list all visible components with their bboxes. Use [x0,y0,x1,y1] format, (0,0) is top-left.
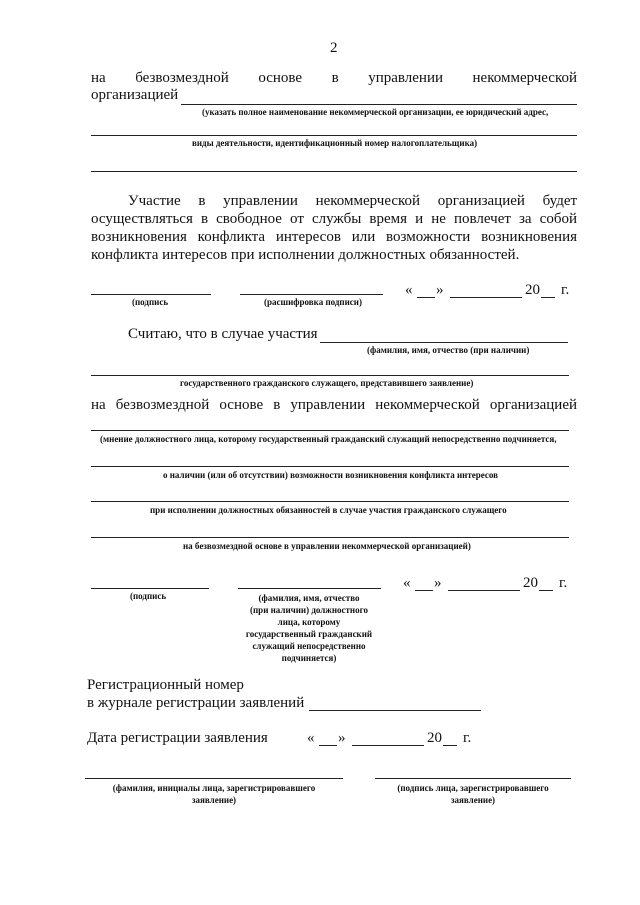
date-month-field[interactable] [450,297,522,298]
caption-servant: государственного гражданского служащего, представившего заявление) [180,378,474,388]
caption-opinion-1: (мнение должностного лица, которому государственный гражданский служащий непосредственно подчиняется, [100,434,557,444]
date2-year-prefix: 20 [523,575,538,591]
date2-year-suffix: г. [559,575,568,591]
page-number: 2 [330,40,338,56]
reg-date-day-field[interactable] [319,745,337,746]
paragraph-line-3: возникновения конфликта интересов или возможности возникновения [91,229,578,245]
official-signature-caption: (подпись [130,591,167,601]
paragraph-line-4: конфликта интересов при исполнении должностных обязанностей. [91,247,520,263]
registration-date-label: Дата регистрации заявления [87,730,268,746]
official-signature-field[interactable] [91,588,209,589]
registrar-signature-caption: (подпись лица, зарегистрировавшего заявление) [397,783,549,805]
registrar-signature-field[interactable] [375,778,571,779]
date2-day-field[interactable] [415,590,433,591]
opinion-field-3[interactable] [91,501,569,502]
org-activity-field[interactable] [91,135,577,136]
opinion-lead: Считаю, что в случае участия [128,326,318,342]
date2-month-field[interactable] [448,590,520,591]
date2-open-quote: « [403,575,411,591]
signature-field[interactable] [91,294,211,295]
date2-year-field[interactable] [539,590,553,591]
date-close-quote: » [436,282,444,298]
opinion-field-1[interactable] [91,430,569,431]
servant-fio-field[interactable] [320,342,568,343]
reg-date-open-quote: « [307,730,315,746]
date-year-prefix: 20 [525,282,540,298]
signature-caption: (подпись [132,297,169,307]
reg-date-year-field[interactable] [443,745,457,746]
intro-line-1: на безвозмездной основе в управлении некоммерческой [91,70,578,86]
reg-date-year-suffix: г. [463,730,472,746]
paragraph-line-2: осуществляться в свободное от службы время и не повлечет за собой [91,211,577,227]
org-extra-field[interactable] [91,171,577,172]
date-year-field[interactable] [541,297,555,298]
registrar-name-caption: (фамилия, инициалы лица, зарегистрировавшего заявление) [112,783,316,805]
servant-position-field[interactable] [91,375,569,376]
caption-org-activity: виды деятельности, идентификационный номер налогоплательщика) [192,138,478,148]
reg-date-month-field[interactable] [352,745,424,746]
official-fio-field[interactable] [238,588,381,589]
official-fio-caption: (фамилия, имя, отчество (при наличии) должностного лица, которому государственный гражданский служащий непосредственно подчиняется) [245,593,373,663]
caption-opinion-3: при исполнении должностных обязанностей в случае участия гражданского служащего [150,505,507,515]
registrar-name-field[interactable] [85,778,343,779]
registration-number-label: Регистрационный номер [87,677,244,693]
caption-opinion-4: на безвозмездной основе в управлении некоммерческой организацией) [183,541,471,551]
date-year-suffix: г. [561,282,570,298]
opinion-basis-line: на безвозмездной основе в управлении некоммерческой организацией [91,397,578,413]
reg-date-year-prefix: 20 [427,730,442,746]
caption-opinion-2: о наличии (или об отсутствии) возможности возникновения конфликта интересов [163,470,498,480]
date-open-quote: « [405,282,413,298]
intro-line-2: организацией [91,87,179,103]
paragraph-line-1: Участие в управлении некоммерческой организацией будет [128,193,578,209]
decoding-caption: (расшифровка подписи) [264,297,362,307]
date-day-field[interactable] [417,297,435,298]
reg-date-close-quote: » [338,730,346,746]
registration-journal-label: в журнале регистрации заявлений [87,695,305,711]
caption-org-name: (указать полное наименование некоммерческой организации, ее юридический адрес, [202,107,549,117]
date2-close-quote: » [434,575,442,591]
org-name-field[interactable] [181,104,577,105]
opinion-field-4[interactable] [91,537,569,538]
registration-number-field[interactable] [309,710,481,711]
opinion-field-2[interactable] [91,466,569,467]
signature-decoding-field[interactable] [240,294,383,295]
caption-fio: (фамилия, имя, отчество (при наличии) [367,345,530,355]
